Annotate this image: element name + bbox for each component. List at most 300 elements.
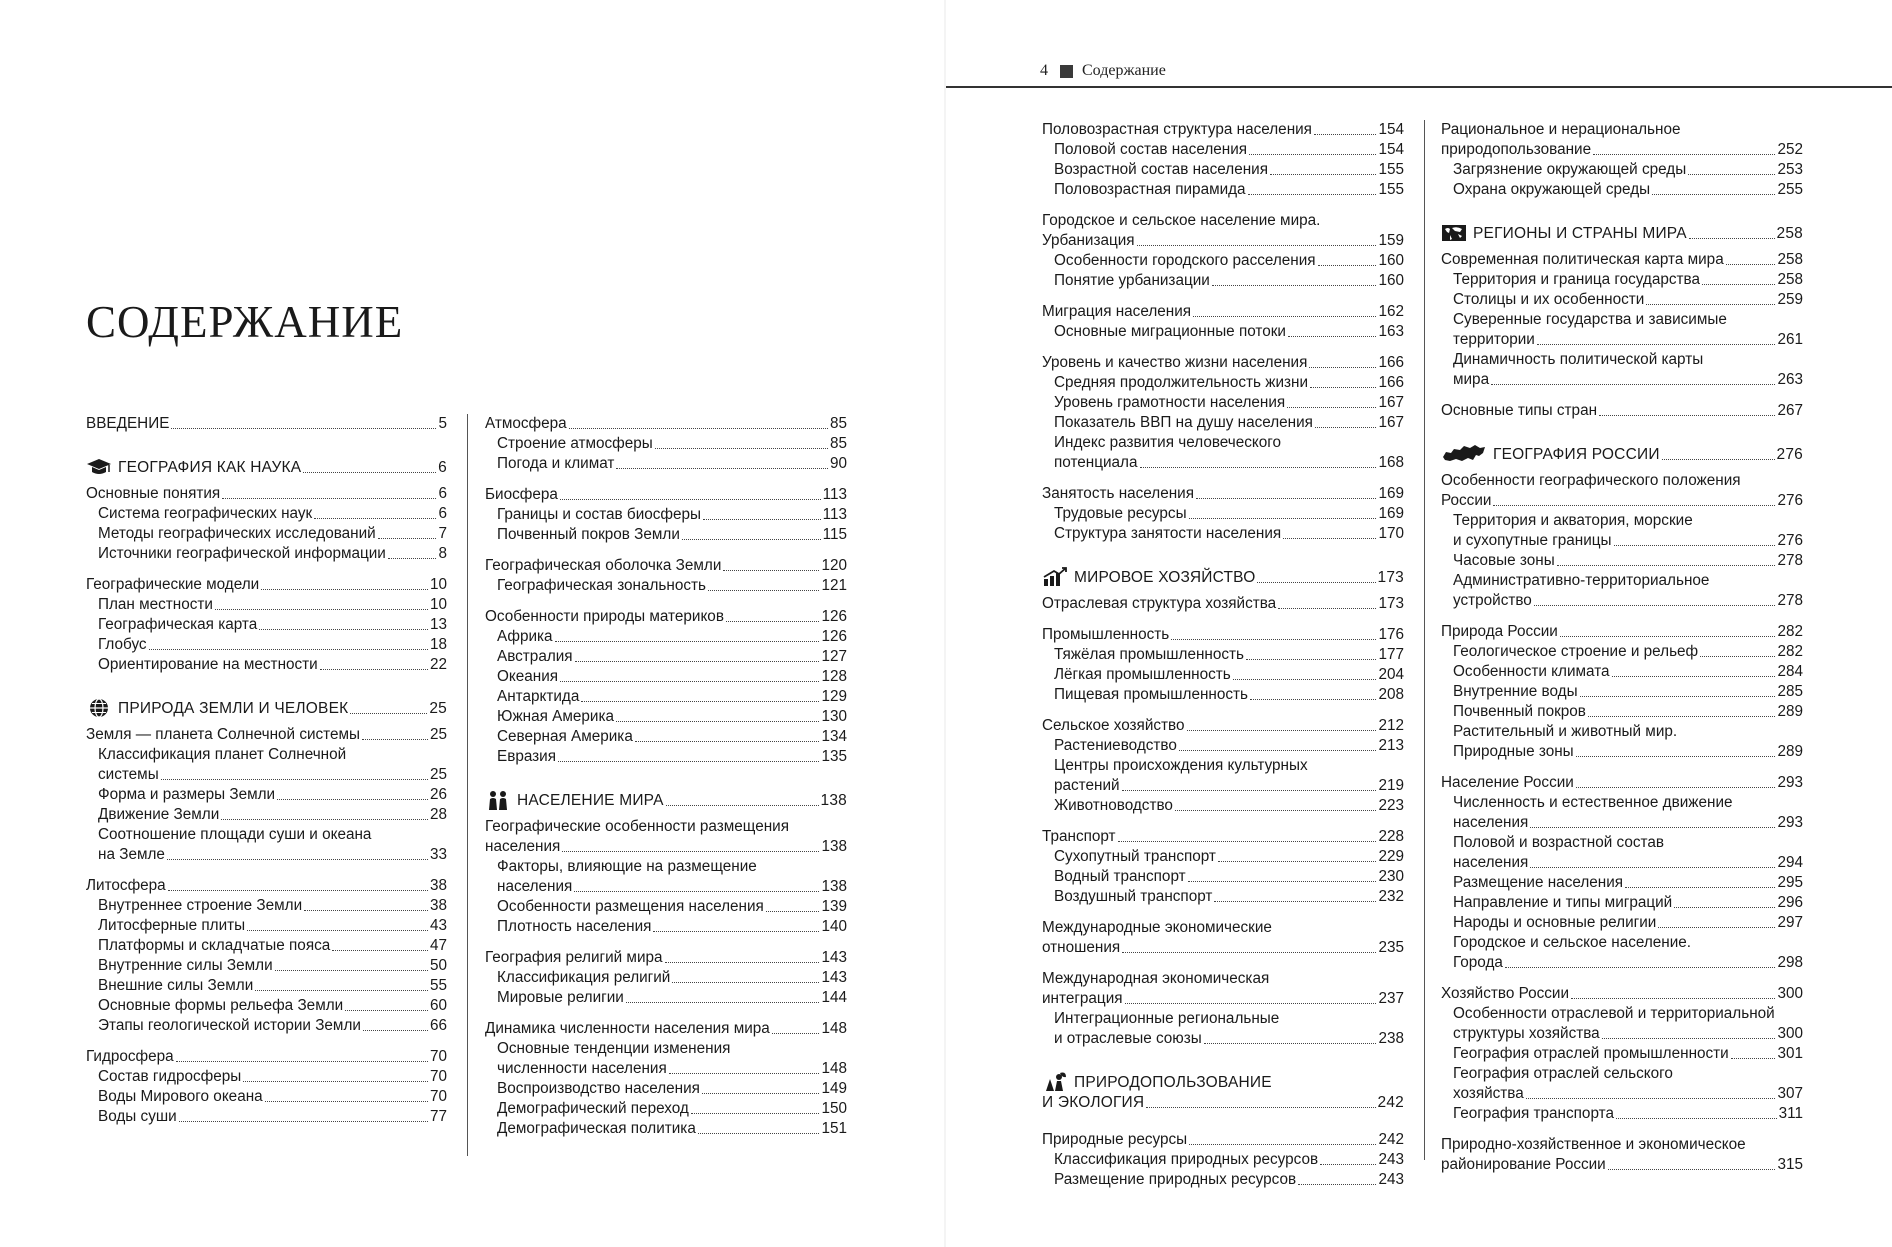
toc-subentry[interactable] xyxy=(1441,893,1803,913)
toc-subentry[interactable] xyxy=(485,727,847,747)
page-number: 77 xyxy=(429,1108,447,1125)
toc-subentry[interactable] xyxy=(485,857,847,897)
toc-subentry[interactable] xyxy=(1042,160,1404,180)
toc-entry[interactable] xyxy=(485,1019,847,1039)
toc-subentry[interactable] xyxy=(1042,251,1404,271)
toc-subentry[interactable] xyxy=(1042,140,1404,160)
toc-entry[interactable] xyxy=(1441,120,1803,160)
dot-leader xyxy=(1625,887,1775,888)
dot-leader xyxy=(698,1133,820,1134)
entry-title: растений xyxy=(1054,777,1120,794)
toc-subentry[interactable] xyxy=(485,1079,847,1099)
entry-last-line[interactable] xyxy=(98,845,447,865)
dot-leader xyxy=(1188,881,1377,882)
spacer xyxy=(1042,473,1404,484)
toc-subentry[interactable] xyxy=(1042,180,1404,200)
dot-leader xyxy=(1314,134,1377,135)
toc-subentry[interactable] xyxy=(86,635,447,655)
toc-subentry[interactable] xyxy=(86,1016,447,1036)
entry-last-line[interactable] xyxy=(1453,813,1803,833)
toc-subentry[interactable] xyxy=(1441,1044,1803,1064)
page-number: 115 xyxy=(822,526,847,543)
toc-subentry[interactable] xyxy=(1441,793,1803,833)
dot-leader xyxy=(669,1073,820,1074)
toc-subentry[interactable] xyxy=(1042,867,1404,887)
toc-subentry[interactable] xyxy=(86,615,447,635)
spacer xyxy=(86,865,447,876)
toc-entry[interactable] xyxy=(1042,120,1404,140)
toc-subentry[interactable] xyxy=(1441,551,1803,571)
entry-title: природопользование xyxy=(1441,141,1592,158)
dot-leader xyxy=(708,590,819,591)
toc-entry[interactable] xyxy=(1441,1135,1803,1175)
toc-subentry[interactable] xyxy=(485,667,847,687)
page-number: 282 xyxy=(1777,623,1803,640)
spacer xyxy=(1042,1119,1404,1130)
toc-entry[interactable] xyxy=(1042,353,1404,373)
entry-title: хозяйства xyxy=(1453,1085,1524,1102)
page-number: 295 xyxy=(1777,874,1803,891)
page-number: 6 xyxy=(438,459,447,476)
toc-subentry[interactable] xyxy=(1042,887,1404,907)
toc-subentry[interactable] xyxy=(1441,873,1803,893)
page-number: 139 xyxy=(821,898,847,915)
dot-leader xyxy=(1187,730,1377,731)
dot-leader xyxy=(1196,498,1376,499)
toc-subentry[interactable] xyxy=(485,687,847,707)
entry-title: Почвенный покров Земли xyxy=(497,526,680,543)
dot-leader xyxy=(1652,194,1775,195)
toc-subentry[interactable] xyxy=(485,988,847,1008)
entry-title: населения xyxy=(1453,854,1529,871)
toc-entry[interactable] xyxy=(1441,773,1803,793)
dot-leader xyxy=(261,589,428,590)
page-number: 25 xyxy=(429,766,447,783)
dot-leader xyxy=(1576,787,1776,788)
entry-title: России xyxy=(1441,492,1492,509)
toc-subentry[interactable] xyxy=(485,627,847,647)
toc-subentry[interactable] xyxy=(86,936,447,956)
entry-title: Океания xyxy=(497,668,559,685)
toc-subentry[interactable] xyxy=(1042,322,1404,342)
dot-leader xyxy=(1146,1107,1375,1108)
toc-subentry[interactable] xyxy=(485,897,847,917)
page-number: 282 xyxy=(1777,643,1803,660)
toc-subentry[interactable] xyxy=(1441,933,1803,973)
entry-title: Литосфера xyxy=(86,877,166,894)
toc-subentry[interactable] xyxy=(1042,847,1404,867)
toc-subentry[interactable] xyxy=(1441,270,1803,290)
entry-last-line[interactable] xyxy=(485,837,847,857)
toc-subentry[interactable] xyxy=(485,968,847,988)
entry-title: Уровень грамотности населения xyxy=(1054,394,1286,411)
entry-title: отношения xyxy=(1042,939,1121,956)
entry-last-line[interactable] xyxy=(1453,953,1803,973)
section-title: ГЕОГРАФИЯ КАК НАУКА xyxy=(118,459,302,476)
page-number: 135 xyxy=(821,748,847,765)
page-number: 258 xyxy=(1777,271,1803,288)
toc-subentry[interactable] xyxy=(1042,271,1404,291)
toc-entry[interactable] xyxy=(1042,211,1404,251)
dot-leader xyxy=(275,970,428,971)
page-number: 170 xyxy=(1378,525,1404,542)
toc-entry[interactable] xyxy=(1042,594,1404,614)
toc-subentry[interactable] xyxy=(1441,833,1803,873)
dot-leader xyxy=(1179,750,1377,751)
toc-subentry[interactable] xyxy=(86,805,447,825)
toc-entry[interactable] xyxy=(1042,918,1404,958)
entry-title: Основные понятия xyxy=(86,485,221,502)
toc-subentry[interactable] xyxy=(86,976,447,996)
toc-subentry[interactable] xyxy=(86,896,447,916)
toc-subentry[interactable] xyxy=(1441,350,1803,390)
dot-leader xyxy=(1576,756,1776,757)
entry-title: Особенности городского расселения xyxy=(1054,252,1316,269)
dot-leader xyxy=(1175,810,1377,811)
toc-entry[interactable] xyxy=(1042,625,1404,645)
entry-last-line[interactable] xyxy=(497,1059,847,1079)
entry-last-line[interactable] xyxy=(1453,531,1803,551)
toc-subentry[interactable] xyxy=(86,1087,447,1107)
dot-leader xyxy=(1318,265,1377,266)
dot-leader xyxy=(304,910,428,911)
section-heading[interactable] xyxy=(1441,222,1803,244)
toc-subentry[interactable] xyxy=(485,1099,847,1119)
entry-title: Половозрастная пирамида xyxy=(1054,181,1246,198)
people-icon xyxy=(485,789,511,811)
entry-title: Загрязнение окружающей среды xyxy=(1453,161,1687,178)
dot-leader xyxy=(1309,367,1376,368)
dot-leader xyxy=(626,1002,820,1003)
page-number: 284 xyxy=(1777,663,1803,680)
dot-leader xyxy=(1534,605,1776,606)
toc-subentry[interactable] xyxy=(1042,796,1404,816)
toc-subentry[interactable] xyxy=(1441,571,1803,611)
section-heading[interactable] xyxy=(86,697,447,719)
section-title: ГЕОГРАФИЯ РОССИИ xyxy=(1493,446,1660,463)
toc-entry[interactable] xyxy=(1441,471,1803,511)
entry-last-line[interactable] xyxy=(1054,453,1404,473)
page-number: 155 xyxy=(1378,161,1404,178)
dot-leader xyxy=(555,641,820,642)
toc-subentry[interactable] xyxy=(485,647,847,667)
entry-title: Демографическая политика xyxy=(497,1120,696,1137)
section-heading[interactable] xyxy=(1042,566,1404,588)
entry-title: Столицы и их особенности xyxy=(1453,291,1645,308)
toc-subentry[interactable] xyxy=(86,595,447,615)
dot-leader xyxy=(1560,636,1776,637)
entry-title-line: Международная экономическая xyxy=(1042,970,1270,987)
toc-subentry[interactable] xyxy=(1042,1150,1404,1170)
dot-leader xyxy=(1125,1003,1377,1004)
entry-title-line: Особенности географического положения xyxy=(1441,472,1741,489)
dot-leader xyxy=(363,1030,428,1031)
toc-entry[interactable] xyxy=(1042,484,1404,504)
toc-subentry[interactable] xyxy=(485,525,847,545)
dot-leader xyxy=(1689,238,1775,239)
toc-subentry[interactable] xyxy=(1441,1004,1803,1044)
entry-last-line[interactable] xyxy=(1453,1024,1803,1044)
spacer xyxy=(86,675,447,697)
entry-last-line[interactable] xyxy=(1453,742,1803,762)
dot-leader xyxy=(303,472,436,473)
page-number: 296 xyxy=(1777,894,1803,911)
page-number: 252 xyxy=(1777,141,1803,158)
toc-subentry[interactable] xyxy=(485,1039,847,1079)
dot-leader xyxy=(1674,907,1775,908)
dot-leader xyxy=(682,539,821,540)
toc-subentry[interactable] xyxy=(1441,722,1803,762)
toc-subentry[interactable] xyxy=(1441,310,1803,350)
toc-subentry[interactable] xyxy=(1042,1009,1404,1049)
toc-subentry[interactable] xyxy=(1042,736,1404,756)
toc-subentry[interactable] xyxy=(86,1107,447,1127)
toc-subentry[interactable] xyxy=(86,524,447,544)
section-title: МИРОВОЕ ХОЗЯЙСТВО xyxy=(1074,569,1256,586)
dot-leader xyxy=(1662,459,1775,460)
toc-subentry[interactable] xyxy=(86,504,447,524)
entry-last-line[interactable] xyxy=(1453,853,1803,873)
dot-leader xyxy=(1248,194,1377,195)
toc-subentry[interactable] xyxy=(485,454,847,474)
page-number: 70 xyxy=(429,1088,447,1105)
toc-subentry[interactable] xyxy=(86,916,447,936)
page-number: 238 xyxy=(1378,1030,1404,1047)
entry-title: Северная Америка xyxy=(497,728,633,745)
entry-title: Города xyxy=(1453,954,1503,971)
page-number: 70 xyxy=(429,1068,447,1085)
entry-title: Средняя продолжительность жизни xyxy=(1054,374,1309,391)
toc-subentry[interactable] xyxy=(1042,373,1404,393)
entry-title: Тяжёлая промышленность xyxy=(1054,646,1245,663)
toc-subentry[interactable] xyxy=(86,544,447,564)
toc-entry[interactable] xyxy=(1042,1130,1404,1150)
toc-entry[interactable] xyxy=(86,725,447,745)
spacer xyxy=(1042,544,1404,566)
section-heading-row xyxy=(1042,1071,1404,1093)
toc-entry[interactable] xyxy=(86,414,447,434)
toc-entry[interactable] xyxy=(1441,622,1803,642)
toc-subentry[interactable] xyxy=(485,707,847,727)
entry-title: Урбанизация xyxy=(1042,232,1135,249)
spacer xyxy=(1441,200,1803,222)
dot-leader xyxy=(320,669,428,670)
entry-title: Атмосфера xyxy=(485,415,567,432)
toc-subentry[interactable] xyxy=(1441,662,1803,682)
spacer xyxy=(86,1036,447,1047)
entry-title: Источники географической информации xyxy=(98,545,386,562)
spacer xyxy=(1042,1049,1404,1071)
dot-leader xyxy=(1315,427,1377,428)
toc-entry[interactable] xyxy=(485,817,847,857)
dot-leader xyxy=(558,761,819,762)
toc-subentry[interactable] xyxy=(86,956,447,976)
entry-last-line[interactable] xyxy=(1453,591,1803,611)
toc-subentry[interactable] xyxy=(1441,913,1803,933)
spacer xyxy=(1441,421,1803,443)
entry-last-line[interactable] xyxy=(497,877,847,897)
toc-entry[interactable] xyxy=(86,484,447,504)
toc-subentry[interactable] xyxy=(1042,433,1404,473)
page-number: 235 xyxy=(1378,939,1404,956)
dot-leader xyxy=(574,891,819,892)
toc-subentry[interactable] xyxy=(1042,1170,1404,1190)
toc-subentry[interactable] xyxy=(86,785,447,805)
entry-last-line[interactable] xyxy=(1453,370,1803,390)
toc-entry[interactable] xyxy=(86,575,447,595)
dot-leader xyxy=(1218,861,1377,862)
toc-subentry[interactable] xyxy=(1441,290,1803,310)
section-heading[interactable] xyxy=(1042,1071,1404,1113)
page-number: 50 xyxy=(429,957,447,974)
section-heading[interactable] xyxy=(86,456,447,478)
entry-title-line: Городское и сельское население. xyxy=(1453,934,1692,951)
toc-entry[interactable] xyxy=(1042,716,1404,736)
toc-subentry[interactable] xyxy=(485,917,847,937)
page-number: 4 xyxy=(1040,62,1048,79)
entry-last-line[interactable] xyxy=(1054,776,1404,796)
entry-last-line[interactable] xyxy=(1054,1029,1404,1049)
toc-entry[interactable] xyxy=(485,607,847,627)
entry-title-line: Географические особенности размещения xyxy=(485,818,789,835)
toc-entry[interactable] xyxy=(485,948,847,968)
toc-subentry[interactable] xyxy=(485,1119,847,1139)
page-number: 293 xyxy=(1777,774,1803,791)
dot-leader xyxy=(1189,518,1377,519)
entry-title: Биосфера xyxy=(485,486,558,503)
toc-subentry[interactable] xyxy=(86,825,447,865)
entry-title: Глобус xyxy=(98,636,147,653)
entry-title: Миграция населения xyxy=(1042,303,1192,320)
toc-subentry[interactable] xyxy=(1441,702,1803,722)
toc-column-2 xyxy=(485,414,847,1139)
entry-title: устройство xyxy=(1453,592,1532,609)
toc-subentry[interactable] xyxy=(1042,685,1404,705)
section-title: НАСЕЛЕНИЕ МИРА xyxy=(517,792,664,809)
entry-title: Воспроизводство населения xyxy=(497,1080,700,1097)
toc-subentry[interactable] xyxy=(1042,756,1404,796)
entry-title: и сухопутные границы xyxy=(1453,532,1612,549)
page-number: 300 xyxy=(1777,1025,1803,1042)
section-heading[interactable] xyxy=(1441,443,1803,465)
toc-subentry[interactable] xyxy=(1042,504,1404,524)
toc-entry[interactable] xyxy=(86,1047,447,1067)
page-number: 311 xyxy=(1778,1105,1803,1122)
toc-entry[interactable] xyxy=(1042,302,1404,322)
section-heading-row xyxy=(86,456,447,478)
spacer xyxy=(1042,816,1404,827)
entry-title: Природа России xyxy=(1441,623,1558,640)
page-number: 25 xyxy=(429,726,447,743)
dot-leader xyxy=(222,498,436,499)
page-number: 177 xyxy=(1378,646,1404,663)
dot-leader xyxy=(560,499,821,500)
toc-subentry[interactable] xyxy=(1441,642,1803,662)
toc-entry[interactable] xyxy=(485,556,847,576)
page-number: 113 xyxy=(822,506,847,523)
page-number: 5 xyxy=(438,415,447,432)
toc-subentry[interactable] xyxy=(1042,645,1404,665)
toc-entry[interactable] xyxy=(1441,984,1803,1004)
toc-entry[interactable] xyxy=(485,485,847,505)
toc-subentry[interactable] xyxy=(485,576,847,596)
toc-subentry[interactable] xyxy=(485,434,847,454)
entry-last-line[interactable] xyxy=(1441,140,1803,160)
entry-title: Пищевая промышленность xyxy=(1054,686,1248,703)
toc-subentry[interactable] xyxy=(1441,160,1803,180)
page-number: 293 xyxy=(1777,814,1803,831)
entry-title: и отраслевые союзы xyxy=(1054,1030,1202,1047)
entry-last-line[interactable] xyxy=(1042,938,1404,958)
entry-last-line[interactable] xyxy=(1042,989,1404,1009)
toc-subentry[interactable] xyxy=(1441,682,1803,702)
toc-subentry[interactable] xyxy=(1042,393,1404,413)
entry-last-line[interactable] xyxy=(1441,491,1803,511)
russia-map-icon xyxy=(1441,443,1487,465)
toc-entry[interactable] xyxy=(86,876,447,896)
entry-title: Понятие урбанизации xyxy=(1054,272,1210,289)
entry-last-line[interactable] xyxy=(1042,231,1404,251)
entry-title: Основные формы рельефа Земли xyxy=(98,997,344,1014)
toc-column-3 xyxy=(1042,120,1404,1190)
toc-subentry[interactable] xyxy=(86,655,447,675)
dot-leader xyxy=(1193,316,1376,317)
toc-subentry[interactable] xyxy=(1441,511,1803,551)
spacer xyxy=(86,564,447,575)
entry-title: численности населения xyxy=(497,1060,667,1077)
toc-subentry[interactable] xyxy=(485,505,847,525)
entry-last-line[interactable] xyxy=(98,765,447,785)
entry-title: Строение атмосферы xyxy=(497,435,653,452)
dot-leader xyxy=(1526,1098,1776,1099)
page-number: 219 xyxy=(1378,777,1404,794)
page-number: 294 xyxy=(1777,854,1803,871)
toc-subentry[interactable] xyxy=(1441,180,1803,200)
toc-entry[interactable] xyxy=(1441,250,1803,270)
page-number: 242 xyxy=(1378,1131,1404,1148)
toc-entry[interactable] xyxy=(1042,827,1404,847)
entry-last-line[interactable] xyxy=(1453,330,1803,350)
dot-leader xyxy=(1530,827,1775,828)
section-title-line: ПРИРОДОПОЛЬЗОВАНИЕ xyxy=(1074,1074,1272,1091)
toc-subentry[interactable] xyxy=(1441,1064,1803,1104)
toc-subentry[interactable] xyxy=(485,747,847,767)
column-divider xyxy=(1424,120,1425,1160)
entry-last-line[interactable] xyxy=(1453,1084,1803,1104)
dot-leader xyxy=(314,518,436,519)
toc-subentry[interactable] xyxy=(1042,665,1404,685)
dot-leader xyxy=(378,538,437,539)
toc-subentry[interactable] xyxy=(1441,1104,1803,1124)
entry-last-line[interactable] xyxy=(1441,1155,1803,1175)
section-heading[interactable] xyxy=(485,789,847,811)
page-number: 130 xyxy=(821,708,847,725)
toc-subentry[interactable] xyxy=(86,745,447,785)
entry-title: Отраслевая структура хозяйства xyxy=(1042,595,1277,612)
toc-entry[interactable] xyxy=(1441,401,1803,421)
page-number: 276 xyxy=(1776,446,1803,463)
ecology-icon xyxy=(1042,1071,1068,1093)
toc-subentry[interactable] xyxy=(86,996,447,1016)
toc-subentry[interactable] xyxy=(1042,413,1404,433)
toc-entry[interactable] xyxy=(1042,969,1404,1009)
toc-subentry[interactable] xyxy=(86,1067,447,1087)
toc-subentry[interactable] xyxy=(1042,524,1404,544)
toc-entry[interactable] xyxy=(485,414,847,434)
page-number: 70 xyxy=(429,1048,447,1065)
entry-title: Транспорт xyxy=(1042,828,1116,845)
section-heading-row xyxy=(86,697,447,719)
